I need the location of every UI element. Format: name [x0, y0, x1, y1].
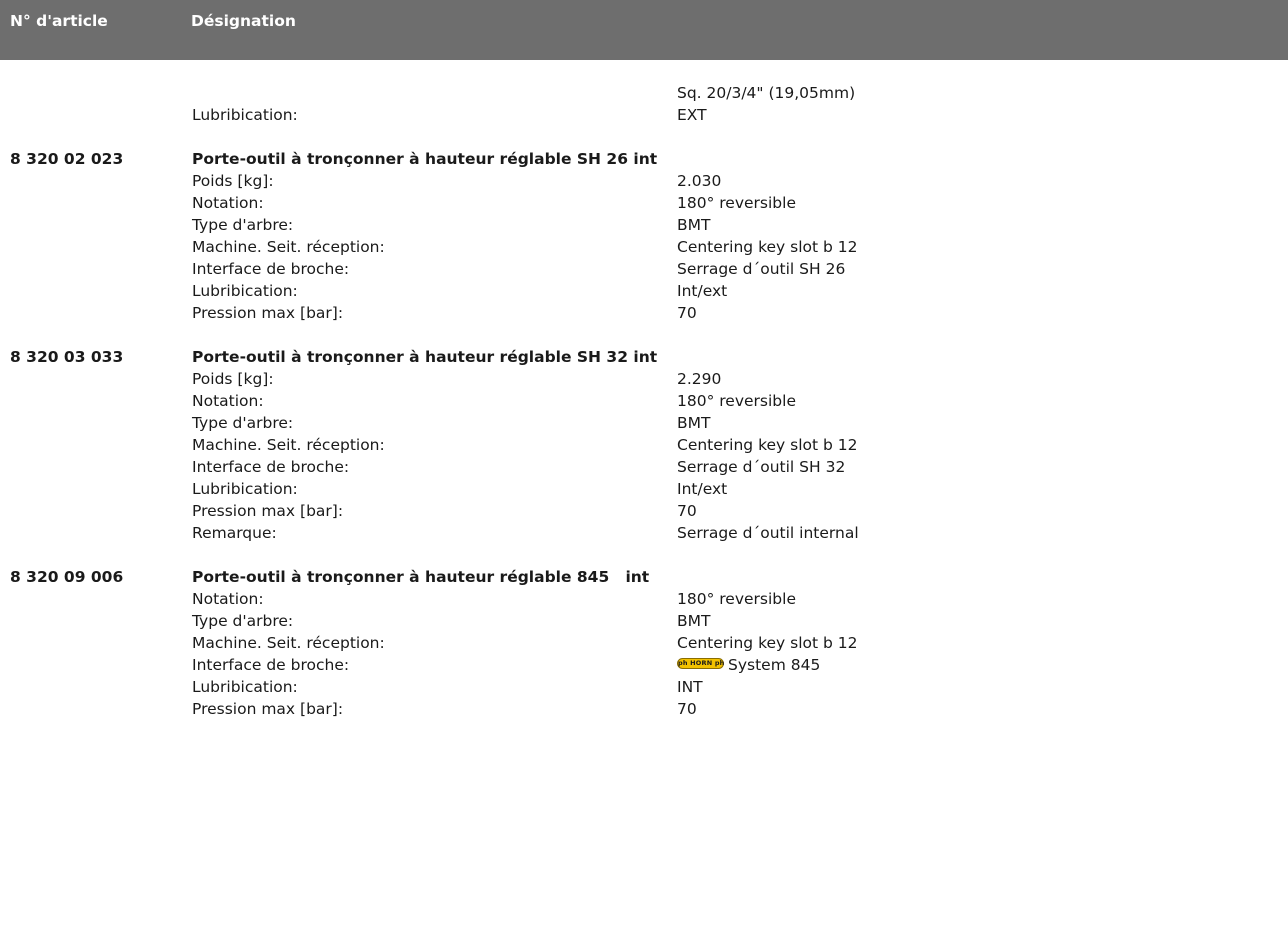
spec-label: Lubribication:: [192, 678, 298, 696]
spec-label: Notation:: [192, 392, 264, 410]
spec-value: 180° reversible: [677, 590, 796, 608]
spec-value: BMT: [677, 612, 711, 630]
spec-label: Type d'arbre:: [192, 216, 294, 234]
spec-label: Poids [kg]:: [192, 370, 274, 388]
spec-value: INT: [677, 678, 703, 696]
spec-label: Pression max [bar]:: [192, 304, 344, 322]
spec-label: Type d'arbre:: [192, 612, 294, 630]
spec-value: Sq. 20/3/4" (19,05mm): [677, 84, 856, 102]
spec-value-with-logo: [677, 654, 820, 676]
spec-label: Type d'arbre:: [192, 414, 294, 432]
spec-label: Machine. Seit. réception:: [192, 238, 385, 256]
spec-value: Serrage d´outil SH 32: [677, 458, 846, 476]
spec-label: Pression max [bar]:: [192, 502, 344, 520]
spec-label: Machine. Seit. réception:: [192, 634, 385, 652]
spec-value: BMT: [677, 216, 711, 234]
spec-value: Centering key slot b 12: [677, 436, 858, 454]
article-title: Porte-outil à tronçonner à hauteur réglable 845 int: [192, 568, 650, 586]
spec-value: EXT: [677, 106, 707, 124]
spec-value: Serrage d´outil internal: [677, 524, 859, 542]
spec-label: Poids [kg]:: [192, 172, 274, 190]
spec-value: Int/ext: [677, 480, 728, 498]
spec-value: 70: [677, 304, 697, 322]
spec-value: System 845: [728, 656, 821, 674]
spec-value: 2.030: [677, 172, 722, 190]
article-number: 8 320 03 033: [10, 348, 124, 366]
spec-value: 180° reversible: [677, 194, 796, 212]
article-title: Porte-outil à tronçonner à hauteur réglable SH 32 int: [192, 348, 658, 366]
horn-logo-icon: ph HORN ph: [678, 659, 725, 667]
spec-label: Lubribication:: [192, 480, 298, 498]
spec-label: Notation:: [192, 194, 264, 212]
spec-label: Interface de broche:: [192, 260, 350, 278]
spec-value: 2.290: [677, 370, 722, 388]
spec-label: Lubribication:: [192, 106, 298, 124]
spec-value: 180° reversible: [677, 392, 796, 410]
spec-value: Int/ext: [677, 282, 728, 300]
spec-label: Remarque:: [192, 524, 277, 542]
spec-label: Interface de broche:: [192, 458, 350, 476]
spec-label: Pression max [bar]:: [192, 700, 344, 718]
spec-label: Interface de broche:: [192, 656, 350, 674]
article-title: Porte-outil à tronçonner à hauteur réglable SH 26 int: [192, 150, 658, 168]
spec-label: Lubribication:: [192, 282, 298, 300]
spec-label: Machine. Seit. réception:: [192, 436, 385, 454]
spec-label: Notation:: [192, 590, 264, 608]
article-number: 8 320 09 006: [10, 568, 124, 586]
spec-value: Centering key slot b 12: [677, 238, 858, 256]
spec-value: 70: [677, 502, 697, 520]
spec-value: Serrage d´outil SH 26: [677, 260, 846, 278]
designation-column-header: Désignation: [191, 12, 296, 30]
spec-value: Centering key slot b 12: [677, 634, 858, 652]
article-number-column-header: N° d'article: [10, 12, 108, 30]
table-header: [0, 0, 1288, 60]
spec-value: 70: [677, 700, 697, 718]
spec-value: BMT: [677, 414, 711, 432]
article-number: 8 320 02 023: [10, 150, 124, 168]
